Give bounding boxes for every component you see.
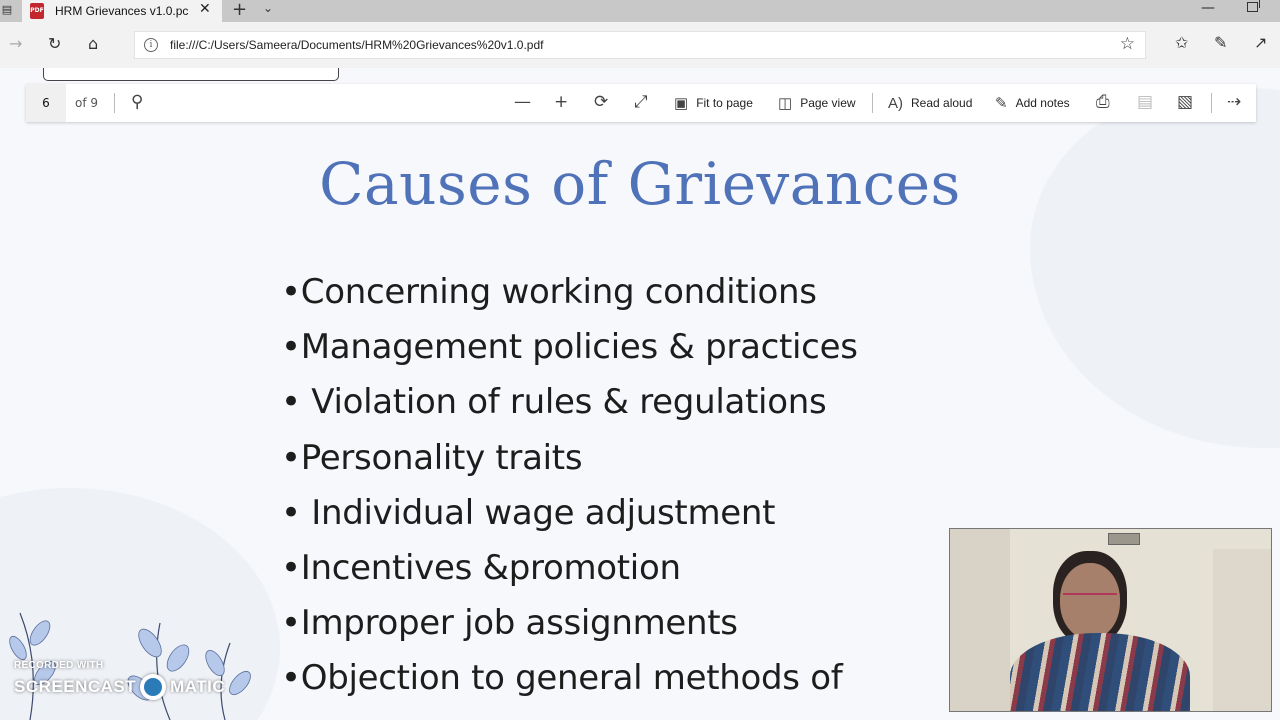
toolbar-divider xyxy=(872,93,873,113)
fit-to-page-icon: ▣ xyxy=(674,95,689,112)
refresh-icon[interactable]: ↻ xyxy=(48,34,62,53)
recording-watermark xyxy=(14,660,225,700)
watermark-recorded-with: RECORDED WITH xyxy=(14,660,104,671)
forward-arrow-icon[interactable]: → xyxy=(9,34,23,53)
navigation-bar xyxy=(0,22,1280,68)
url-text[interactable]: file:///C:/Users/Sameera/Documents/HRM%20Grievances%20v1.0.pdf xyxy=(170,38,544,52)
full-screen-icon[interactable]: ⤢ xyxy=(634,92,648,112)
tab-preview-icon[interactable]: ▤ xyxy=(1,3,13,16)
zoom-in-icon[interactable]: + xyxy=(554,92,569,112)
read-aloud-button[interactable] xyxy=(888,84,972,122)
share-icon[interactable]: ↗ xyxy=(1254,33,1268,52)
toolbar-divider xyxy=(1211,93,1212,113)
zoom-out-icon[interactable]: — xyxy=(514,92,531,112)
page-number-input[interactable]: 6 xyxy=(26,84,66,122)
read-aloud-label: Read aloud xyxy=(911,96,973,110)
toolbar-divider xyxy=(114,93,115,113)
pdf-toolbar xyxy=(26,84,1256,122)
pen-icon: ✎ xyxy=(995,95,1008,112)
page-view-button[interactable] xyxy=(778,84,856,122)
presenter-body xyxy=(1010,633,1190,712)
save-as-icon[interactable]: ▧ xyxy=(1177,92,1194,112)
home-icon[interactable]: ⌂ xyxy=(88,34,99,53)
bullet-list xyxy=(281,265,858,707)
tab-title: HRM Grievances v1.0.pc xyxy=(55,4,189,18)
save-icon[interactable]: ▤ xyxy=(1137,92,1154,112)
close-tab-icon[interactable]: ✕ xyxy=(199,1,211,17)
favorite-star-icon[interactable]: ☆ xyxy=(1119,34,1135,54)
print-icon[interactable]: ⎙ xyxy=(1096,92,1110,112)
fit-to-page-button[interactable] xyxy=(674,84,753,122)
webcam-background xyxy=(1213,549,1272,712)
pen-notes-icon[interactable]: ✎ xyxy=(1214,33,1228,52)
pin-toolbar-icon[interactable]: ⇢ xyxy=(1227,92,1242,112)
minimize-window-icon[interactable]: — xyxy=(1201,0,1215,16)
address-bar[interactable] xyxy=(134,31,1146,59)
read-aloud-icon: A) xyxy=(888,94,903,112)
list-item: •Concerning working conditions xyxy=(281,272,817,312)
title-bar xyxy=(0,0,1280,22)
pdf-file-icon: PDF xyxy=(30,3,44,19)
watermark-brand xyxy=(14,674,225,700)
list-item: •Incentives &promotion xyxy=(281,547,681,588)
chevron-down-icon[interactable]: ⌄ xyxy=(263,1,274,15)
watermark-brand-right: MATIC xyxy=(170,677,226,696)
list-item: •Management policies & practices xyxy=(281,327,858,368)
page-view-icon: ◫ xyxy=(778,95,793,112)
search-icon[interactable]: ⚲ xyxy=(131,92,144,112)
webcam-overlay xyxy=(949,528,1272,712)
browser-tab[interactable] xyxy=(22,0,222,22)
list-item: •Personality traits xyxy=(281,437,583,478)
page-view-label: Page view xyxy=(800,96,856,110)
new-tab-icon[interactable]: + xyxy=(232,0,248,20)
list-item: • Violation of rules & regulations xyxy=(281,382,827,423)
page-count: of 9 xyxy=(75,96,99,110)
add-notes-label: Add notes xyxy=(1015,96,1070,110)
favorites-list-icon[interactable]: ✩ xyxy=(1175,33,1189,52)
webcam-wall-frame xyxy=(1108,533,1140,545)
site-info-icon[interactable]: i xyxy=(144,38,158,52)
list-item: •Objection to general methods of xyxy=(281,658,843,699)
fit-to-page-label: Fit to page xyxy=(696,96,753,110)
presenter-glasses xyxy=(1063,593,1117,603)
background-shape xyxy=(1030,88,1280,448)
add-notes-button[interactable] xyxy=(995,84,1070,122)
slide-title: Causes of Grievances xyxy=(319,150,961,218)
rotate-icon[interactable]: ⟳ xyxy=(594,92,609,112)
restore-window-icon[interactable] xyxy=(1247,2,1258,12)
watermark-brand-left: SCREENCAST xyxy=(14,677,137,696)
previous-page-edge xyxy=(43,68,339,81)
webcam-background xyxy=(950,529,1010,712)
list-item: •Improper job assignments xyxy=(281,603,738,644)
list-item: • Individual wage adjustment xyxy=(281,492,776,533)
screencast-logo-icon xyxy=(140,674,166,700)
